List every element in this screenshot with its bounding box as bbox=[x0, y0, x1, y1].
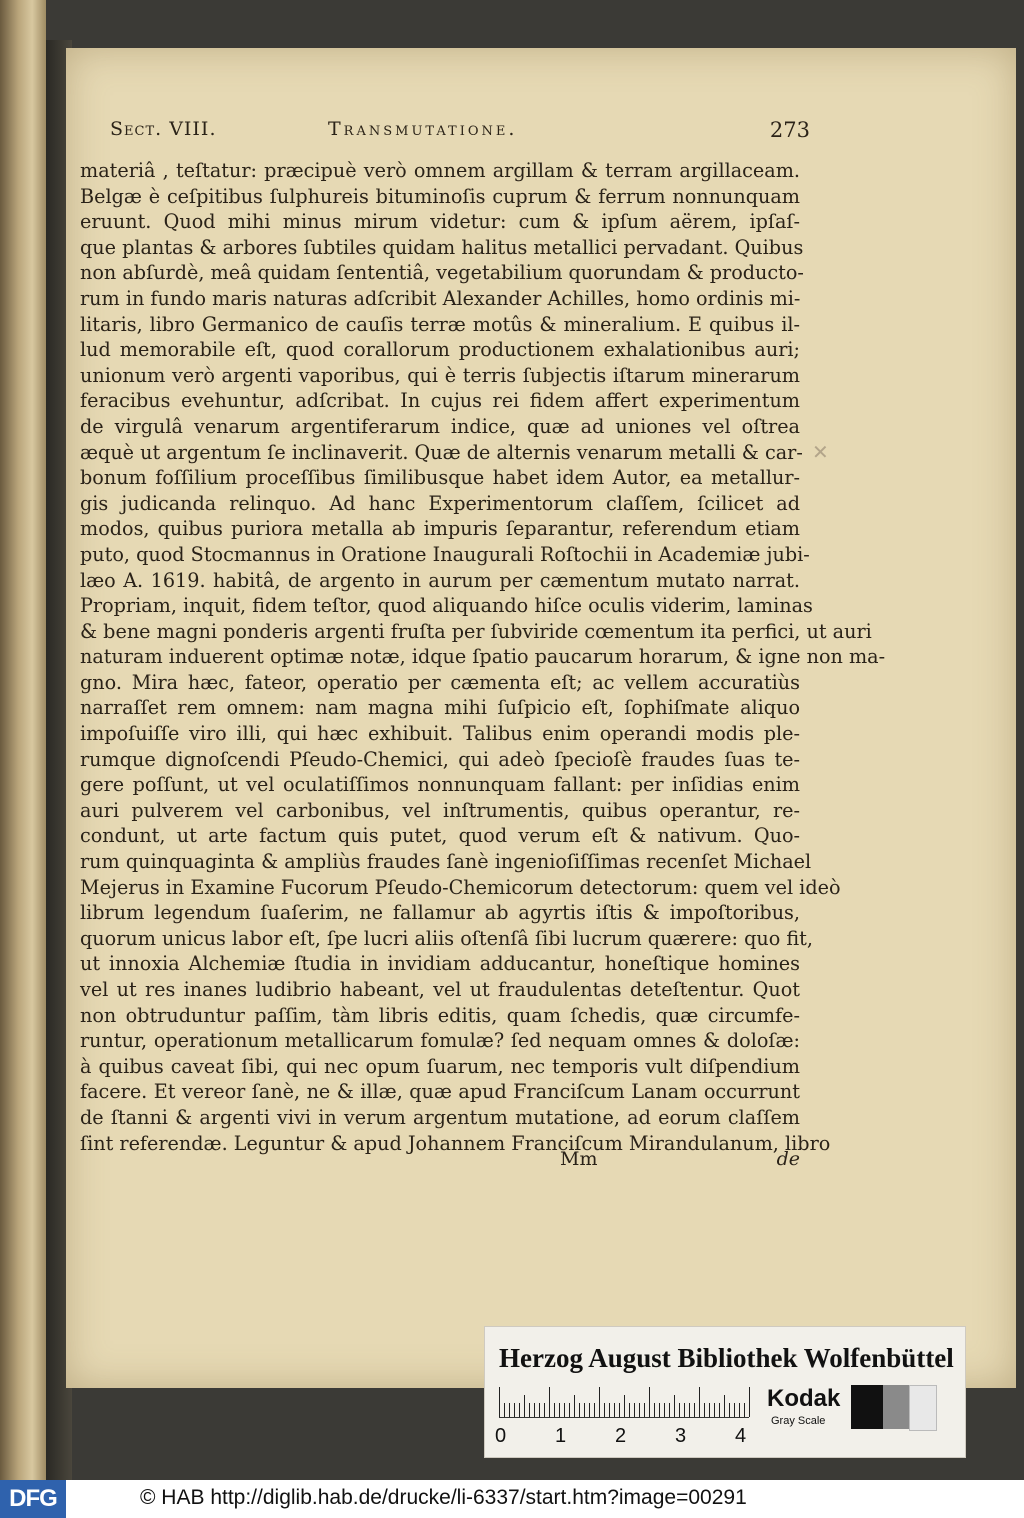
text-line: narraſſet rem omnem: nam magna mihi ſuſpicio eſt, ſophiſmate aliquo bbox=[80, 696, 800, 720]
gray-scale-label: Gray Scale bbox=[771, 1415, 826, 1427]
text-line: Propriam, inquit, fidem teſtor, quod aliquando hiſce oculis viderim, laminas bbox=[80, 594, 813, 618]
ruler-tick bbox=[604, 1403, 605, 1417]
ruler-tick bbox=[699, 1387, 700, 1417]
ruler-tick bbox=[649, 1387, 650, 1417]
text-line: læo A. 1619. habitâ, de argento in aurum per cæmentum mutato narrat. bbox=[80, 568, 800, 592]
text-line: rum in fundo maris naturas adſcribit Alexander Achilles, homo ordinis mi- bbox=[80, 286, 801, 310]
ruler-tick bbox=[594, 1403, 595, 1417]
ruler-tick bbox=[584, 1403, 585, 1417]
text-line: & bene magni ponderis argenti fruſta per ſubviride cœmentum ita perfici, ut auri bbox=[80, 619, 872, 643]
ruler-tick bbox=[659, 1403, 660, 1417]
ruler-number: 3 bbox=[675, 1425, 687, 1447]
text-line: eruunt. Quod mihi minus mirum videtur: cum & ipſum aërem, ipſaſ- bbox=[80, 210, 800, 234]
ruler-tick bbox=[614, 1403, 615, 1417]
page-number: 273 bbox=[769, 118, 810, 142]
ruler-tick bbox=[549, 1387, 550, 1417]
ruler-tick bbox=[684, 1403, 685, 1417]
text-line: rum quinquaginta & ampliùs fraudes ſanè ingenioſiſſimas recenſet Michael bbox=[80, 850, 812, 874]
running-head bbox=[110, 116, 810, 150]
ruler-tick bbox=[704, 1403, 705, 1417]
ruler-tick bbox=[589, 1403, 590, 1417]
text-line: materiâ , teſtatur: præcipuè verò omnem argillam & terram argillaceam. bbox=[80, 159, 800, 182]
text-line: gere poſſunt, ut vel oculatiſſimos nonnunquam fallant: per inſidias enim bbox=[80, 773, 800, 797]
text-line: æquè ut argentum ſe inclinaverit. Quæ de alternis venarum metalli & car- bbox=[80, 440, 803, 464]
ruler-tick bbox=[749, 1387, 750, 1417]
text-line: condunt, ut arte factum quis putet, quod verum eſt & nativum. Quo- bbox=[80, 824, 800, 848]
ruler-tick bbox=[739, 1403, 740, 1417]
signature-mark: Mm bbox=[560, 1148, 598, 1170]
ruler-scale bbox=[499, 1385, 749, 1418]
dfg-logo[interactable]: DFG bbox=[0, 1480, 66, 1518]
text-line: gis judicanda relinquo. Ad hanc Experimentorum claſſem, ſcilicet ad bbox=[80, 491, 800, 515]
ruler-tick bbox=[744, 1403, 745, 1417]
ruler-tick bbox=[524, 1395, 525, 1417]
ruler-tick bbox=[554, 1403, 555, 1417]
ruler-number: 4 bbox=[735, 1425, 747, 1447]
ruler-tick bbox=[509, 1403, 510, 1417]
ruler-tick bbox=[624, 1395, 625, 1417]
text-line: naturam induerent optimæ notæ, idque ſpatio paucarum horarum, & igne non ma- bbox=[80, 645, 886, 669]
ruler-tick bbox=[599, 1387, 600, 1417]
text-line: vel ut res inanes ludibrio habeant, vel ut fraudulentas deteſtentur. Quot bbox=[80, 978, 800, 1001]
ruler-tick bbox=[609, 1403, 610, 1417]
ruler-tick bbox=[499, 1387, 500, 1417]
ruler-tick bbox=[564, 1403, 565, 1417]
text-line: quorum unicus labor eſt, ſpe lucri aliis oſtenſâ ſibi lucrum quærere: quo fit, bbox=[80, 926, 813, 950]
running-title: Transmutatione. bbox=[328, 118, 518, 140]
library-label: Herzog August Bibliothek Wolfenbüttel bbox=[499, 1343, 954, 1373]
ruler-number: 2 bbox=[615, 1425, 627, 1447]
text-line: impoſuiſſe viro illi, qui hæc exhibuit. Talibus enim operandi modis ple- bbox=[80, 722, 800, 746]
text-line: à quibus caveat ſibi, qui nec opum ſuarum, nec temporis vult diſpendium bbox=[80, 1054, 800, 1078]
ruler-tick bbox=[559, 1403, 560, 1417]
ruler-tick bbox=[709, 1403, 710, 1417]
text-line: non obtruduntur paſſim, tàm libris editis, quam ſchedis, quæ circumfe- bbox=[80, 1003, 800, 1027]
ruler-tick bbox=[544, 1403, 545, 1417]
ruler-tick bbox=[574, 1395, 575, 1417]
margin-smudge: ✕ bbox=[812, 440, 829, 464]
text-line: unionum verò argenti vaporibus, qui è terris ſubjectis iſtarum minerarum bbox=[80, 363, 800, 387]
text-line: que plantas & arbores ſubtiles quidam halitus metallici pervadant. Quibus bbox=[80, 235, 804, 259]
gray-patch-mid bbox=[883, 1385, 909, 1429]
ruler-tick bbox=[529, 1403, 530, 1417]
ruler-number: 0 bbox=[495, 1425, 507, 1447]
book-edge bbox=[0, 0, 46, 1480]
ruler-tick bbox=[689, 1403, 690, 1417]
ruler-tick bbox=[719, 1403, 720, 1417]
ruler-tick bbox=[734, 1403, 735, 1417]
page-footer bbox=[80, 1148, 800, 1178]
text-line: Belgæ è ceſpitibus ſulphureis bituminoſis cuprum & ferrum nonnunquam bbox=[80, 184, 800, 208]
ruler-tick bbox=[669, 1403, 670, 1417]
text-line: lud memorabile eſt, quod corallorum productionem exhalationibus auri; bbox=[80, 338, 800, 362]
text-line: gno. Mira hæc, fateor, operatio per cæmenta eſt; ac vellem accuratiùs bbox=[80, 670, 800, 694]
text-line: ſint referendæ. Leguntur & apud Johannem Franciſcum Mirandulanum, libro bbox=[80, 1131, 831, 1155]
text-line: librum legendum ſuaſerim, ne fallamur ab agyrtis iſtis & impoſtoribus, bbox=[80, 901, 800, 925]
ruler-tick bbox=[644, 1403, 645, 1417]
catchword: de bbox=[776, 1148, 800, 1170]
color-target-card bbox=[484, 1326, 966, 1458]
ruler-tick bbox=[674, 1395, 675, 1417]
ruler-number: 1 bbox=[555, 1425, 567, 1447]
ruler-tick bbox=[619, 1403, 620, 1417]
ruler-tick bbox=[694, 1403, 695, 1417]
ruler-tick bbox=[519, 1403, 520, 1417]
ruler-tick bbox=[654, 1403, 655, 1417]
text-line: de ſtanni & argenti vivi in verum argentum mutatione, ad eorum claſſem bbox=[80, 1105, 800, 1129]
gray-patch-white bbox=[909, 1385, 937, 1431]
ruler-tick bbox=[714, 1403, 715, 1417]
copyright-link[interactable]: © HAB http://diglib.hab.de/drucke/li-6337/start.htm?image=00291 bbox=[140, 1486, 747, 1509]
ruler-tick bbox=[514, 1403, 515, 1417]
text-line: feracibus evehuntur, adſcribat. In cujus rei fidem affert experimentum bbox=[80, 389, 800, 413]
ruler-tick bbox=[569, 1403, 570, 1417]
ruler-tick bbox=[679, 1403, 680, 1417]
section-label: Sect. VIII. bbox=[110, 118, 217, 140]
text-line: puto, quod Stocmannus in Oratione Inaugurali Roſtochii in Academiæ jubi- bbox=[80, 542, 810, 566]
text-line: auri pulverem vel carbonibus, vel inſtrumentis, quibus operantur, re- bbox=[80, 798, 800, 822]
ruler-tick bbox=[639, 1403, 640, 1417]
ruler-tick bbox=[579, 1403, 580, 1417]
text-line: de virgulâ venarum argentiferarum indice, quæ ad uniones vel oſtrea bbox=[80, 414, 800, 438]
ruler-tick bbox=[539, 1403, 540, 1417]
text-line: bonum foſſilium proceſſibus ſimilibusque habet idem Autor, ea metallur- bbox=[80, 466, 800, 490]
kodak-logo: Kodak bbox=[767, 1385, 841, 1412]
ruler-tick bbox=[724, 1395, 725, 1417]
ruler-tick bbox=[634, 1403, 635, 1417]
ruler-tick bbox=[504, 1403, 505, 1417]
text-line: facere. Et vereor ſanè, ne & illæ, quæ apud Franciſcum Lanam occurrunt bbox=[80, 1080, 800, 1104]
gray-patch-black bbox=[851, 1385, 883, 1429]
ruler-tick bbox=[534, 1403, 535, 1417]
page-text bbox=[80, 158, 886, 1156]
text-line: modos, quibus puriora metalla ab impuris ſeparantur, referendum etiam bbox=[80, 517, 800, 541]
text-line: ut innoxia Alchemiæ ſtudia in invidiam adducantur, honeſtique homines bbox=[80, 952, 800, 976]
text-line: runtur, operationum metallicarum fomulæ? ſed nequam omnes & doloſæ: bbox=[80, 1029, 800, 1053]
text-line: rumque dignoſcendi Pſeudo-Chemici, qui adeò ſpecioſè fraudes ſuas te- bbox=[80, 747, 800, 771]
text-line: litaris, libro Germanico de cauſis terræ motûs & mineralium. E quibus il- bbox=[80, 312, 800, 336]
text-line: Mejerus in Examine Fucorum Pſeudo-Chemicorum detectorum: quem vel ideò bbox=[80, 875, 841, 899]
ruler-tick bbox=[629, 1403, 630, 1417]
ruler-tick bbox=[729, 1403, 730, 1417]
ruler-tick bbox=[664, 1403, 665, 1417]
text-line: non abſurdè, meâ quidam ſententiâ, vegetabilium quorundam & producto- bbox=[80, 261, 804, 285]
